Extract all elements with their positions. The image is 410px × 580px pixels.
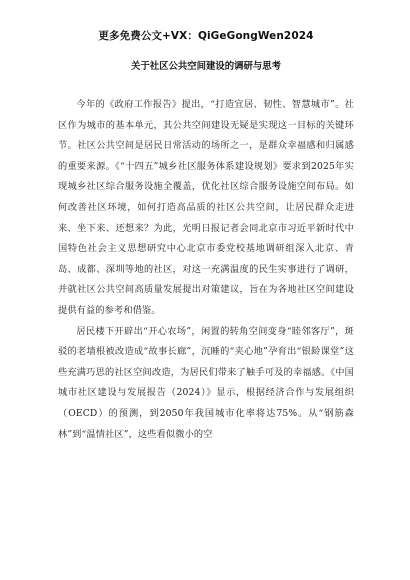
header-watermark: 更多免费公文+VX：QiGeGongWen2024: [98, 30, 314, 42]
document-title: 关于社区公共空间建设的调研与思考: [130, 61, 281, 72]
body-paragraph-1: 今年的《政府工作报告》提出，“打造宜居、韧性、智慧城市”。社区作为城市的基本单元，其公共空间建设无疑是实现这一目标的关键环节。社区公共空间是居民日常活动的场所之一，是群众幸福感和归属感的重要来源。《“十四五”城乡社区服务体系建设规划》要求到2025年实现城乡社区综合服务设施全覆盖，优化社区综合服务设施空间布局。如何改善社区环境，如何打造高品质的社区公共空间，让居民群众走进来、坐下来、还想来？为此，光明日报记者会同北京市习近平新时代中国特色社会主义思想研究中心北京市委党校基地调研组深入北京、青岛、成都、深圳等地的社区，对这一充满温度的民生实事进行了调研，并就社区公共空间高质量发展提出对策建议，旨在为各地社区空间建设提供有益的参考和借鉴。: [58, 99, 354, 316]
body-paragraph-2: 居民楼下开辟出“开心农场”，闲置的转角空间变身“睦邻客厅”，斑驳的老墙根被改造成“故事长廊”，沉睡的“夹心地”孕育出“银龄课堂”这些充满巧思的社区空间改造，为居民们带来了触手可及的幸福感。《中国城市社区建设与发展报告（2024）》显示，根据经济合作与发展组织（OECD）的预测，到2050年我国城市化率将达75%。从“钢筋森林”到“温情社区”，这些看似微小的空: [58, 325, 354, 440]
